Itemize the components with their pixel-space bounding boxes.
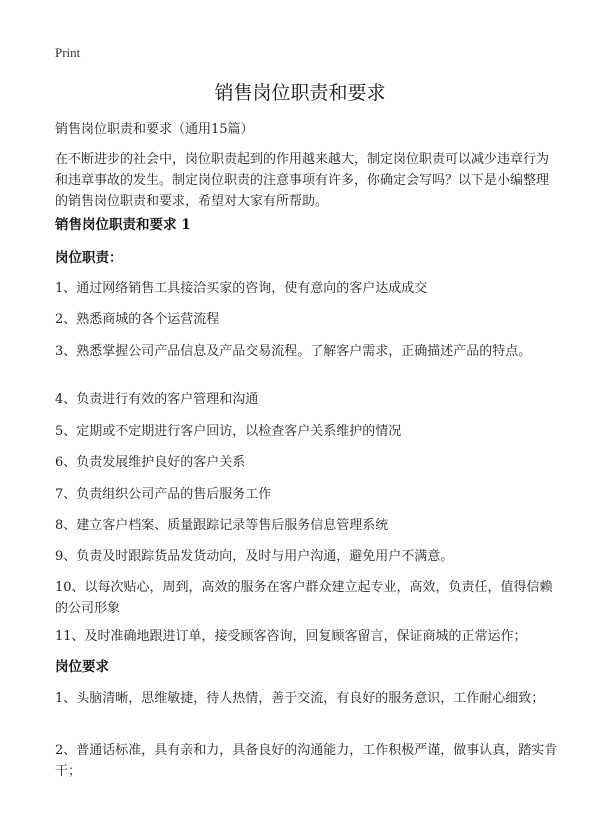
section-heading: 销售岗位职责和要求 1 [55, 217, 191, 233]
duty-item: 6、负责发展维护良好的客户关系 [55, 455, 246, 470]
duty-item: 3、熟悉掌握公司产品信息及产品交易流程。了解客户需求，正确描述产品的特点。 [55, 344, 532, 359]
document-subtitle: 销售岗位职责和要求（通用15篇） [55, 122, 254, 137]
print-link[interactable]: Print [55, 45, 81, 60]
document-title: 销售岗位职责和要求 [214, 82, 386, 104]
duty-item: 10、以每次贴心，周到，高效的服务在客户群众建立起专业，高效，负责任，值得信赖的公司形象 [55, 580, 553, 616]
duty-item: 11、及时准确地跟进订单，接受顾客咨询，回复顾客留言，保证商城的正常运作； [55, 629, 527, 644]
duty-item: 4、负责进行有效的客户管理和沟通 [55, 392, 259, 407]
duty-item: 9、负责及时跟踪货品发货动向，及时与用户沟通，避免用户不满意。 [55, 549, 454, 564]
duty-item: 2、熟悉商城的各个运营流程 [55, 312, 220, 327]
duty-item: 5、定期或不定期进行客户回访，以检查客户关系维护的情况 [55, 424, 402, 439]
duty-item: 8、建立客户档案、质量跟踪记录等售后服务信息管理系统 [55, 518, 389, 533]
requirement-item: 2、普通话标准，具有亲和力，具备良好的沟通能力，工作积极严谨，做事认真，踏实肯干； [55, 743, 558, 779]
duty-item: 1、通过网络销售工具接洽买家的咨询，使有意向的客户达成成交 [55, 281, 428, 296]
intro-paragraph: 在不断进步的社会中，岗位职责起到的作用越来越大，制定岗位职责可以减少违章行为和违章事故的发生。制定岗位职责的注意事项有许多，你确定会写吗？以下是小编整理的销售岗位职责和要求，希望对大家有所帮助。 [55, 152, 550, 209]
requirement-item: 1、头脑清晰，思维敏捷，待人热情，善于交流，有良好的服务意识，工作耐心细致； [55, 691, 545, 706]
duties-heading: 岗位职责： [55, 250, 123, 266]
duty-item: 7、负责组织公司产品的售后服务工作 [55, 487, 272, 502]
requirements-heading: 岗位要求 [55, 659, 109, 675]
